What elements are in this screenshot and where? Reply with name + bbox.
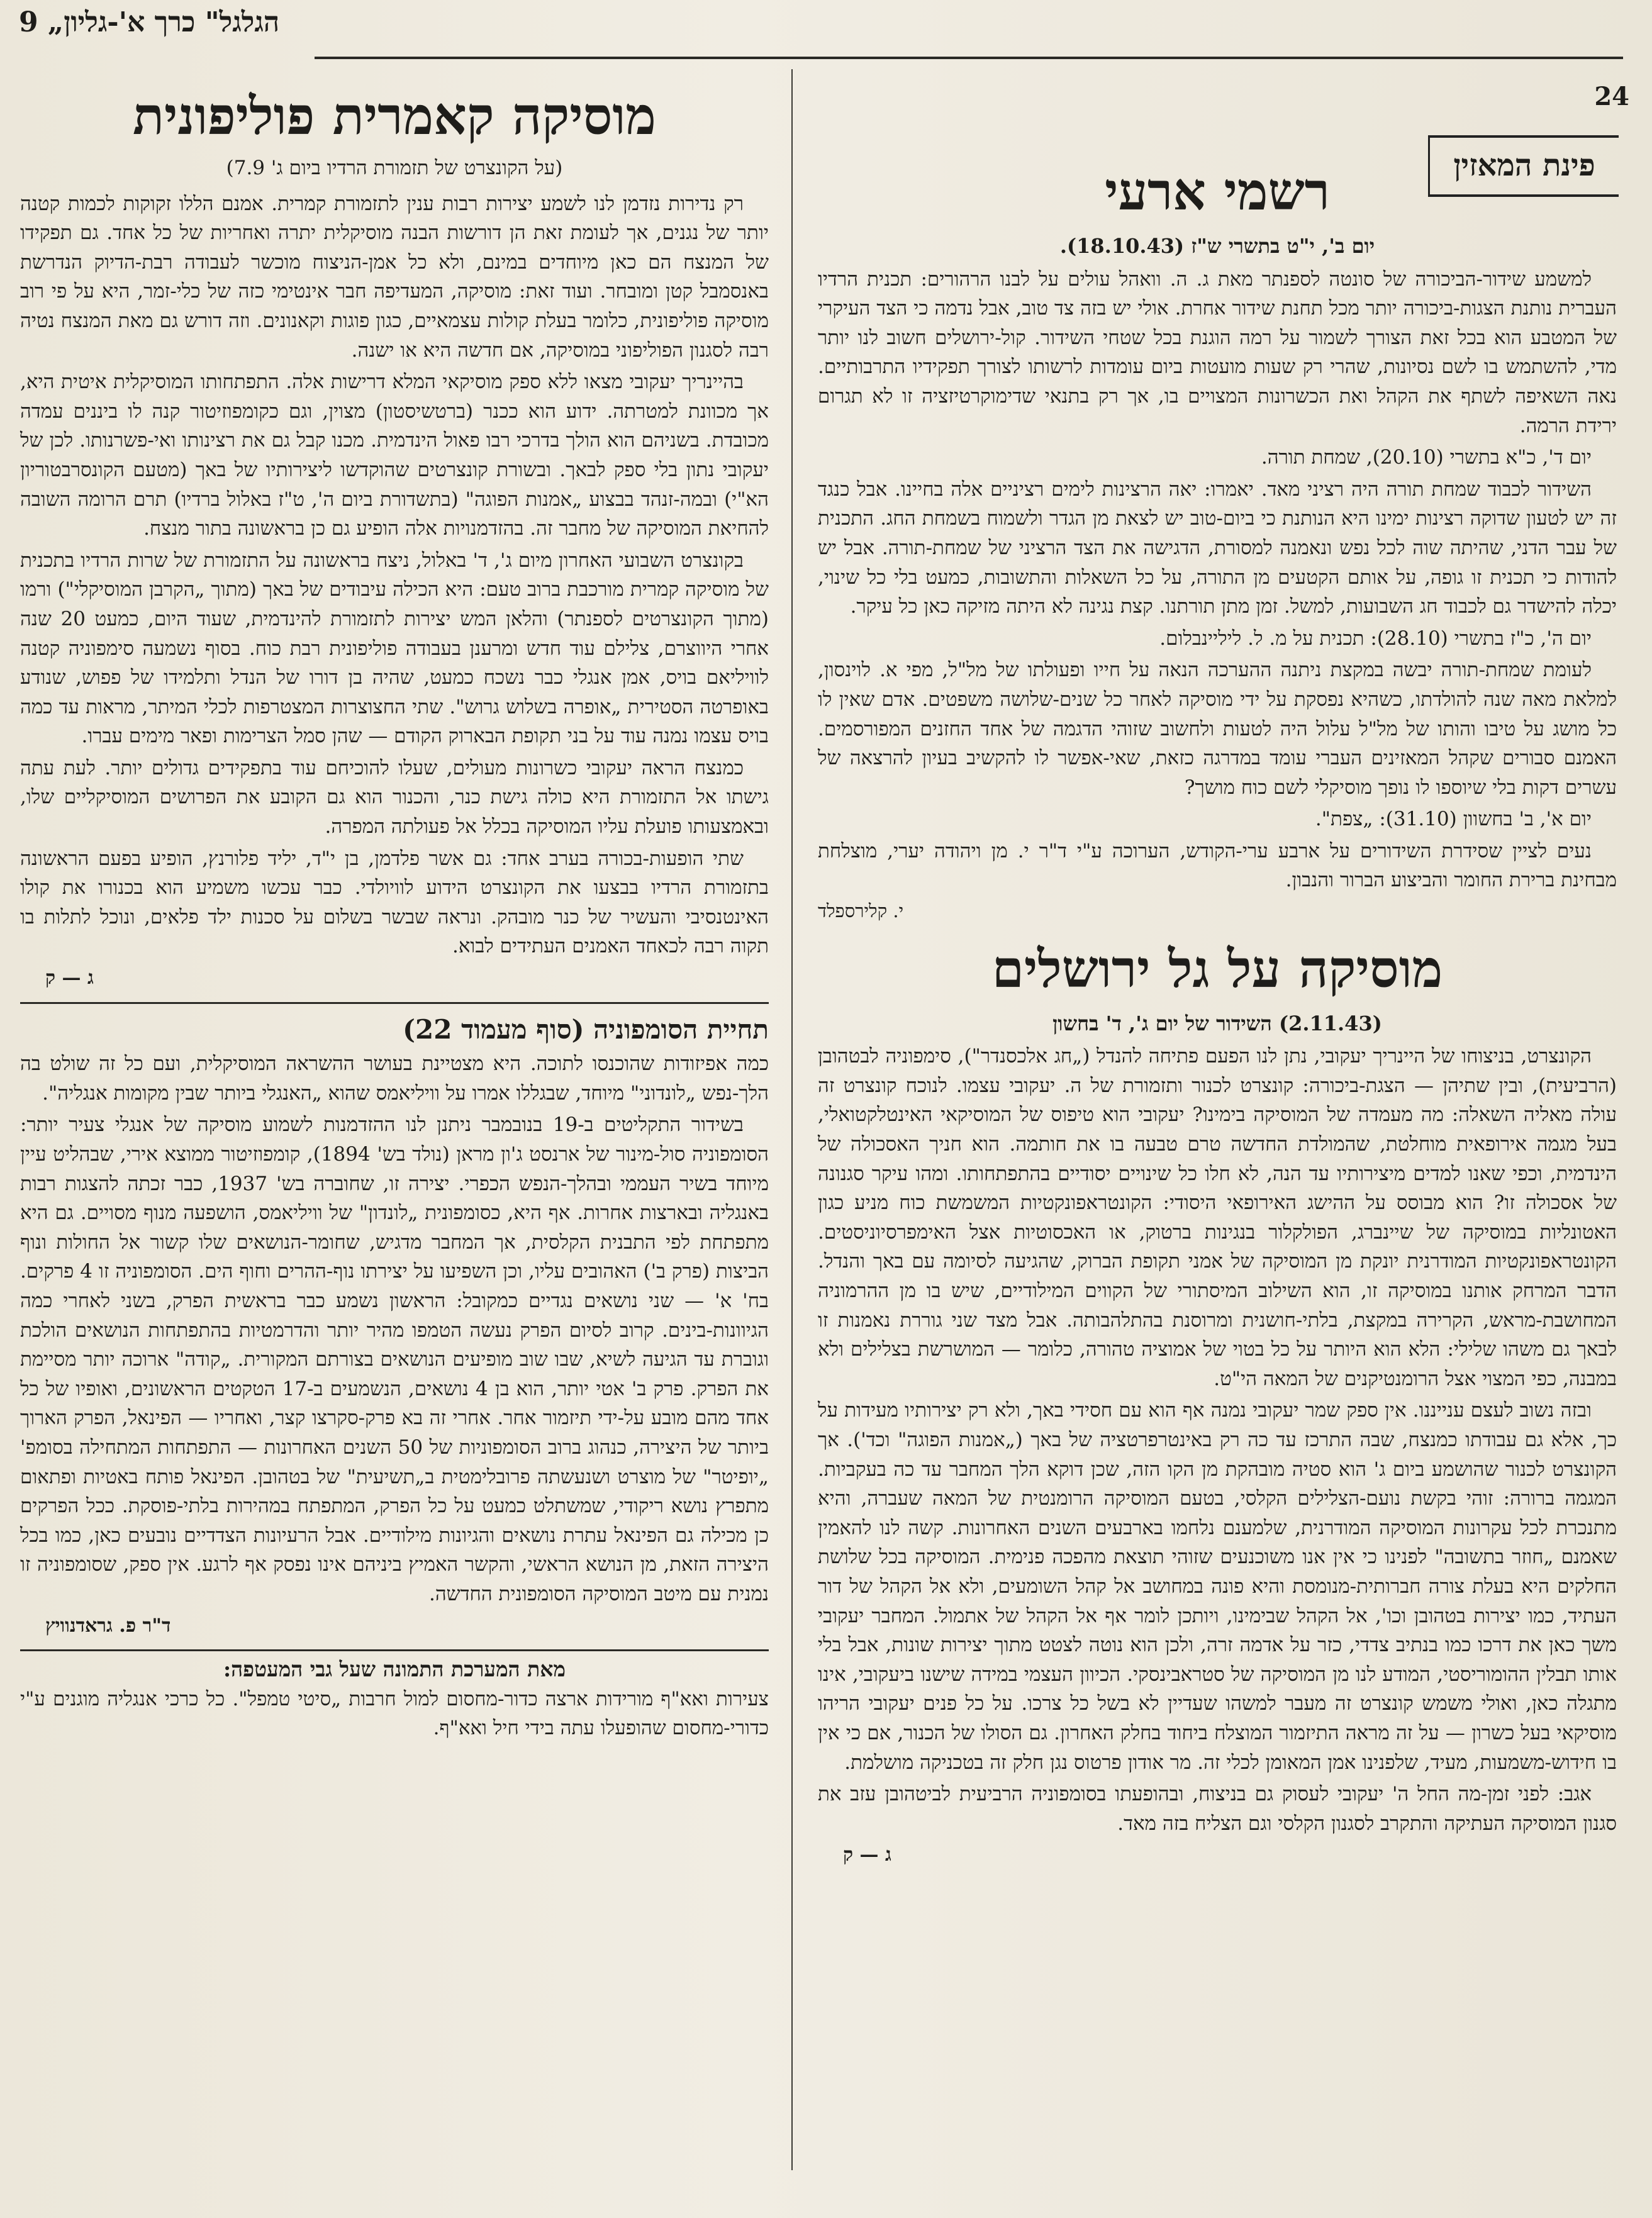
left-article-signature-row bbox=[20, 964, 769, 993]
right-article2-dateline: (2.11.43) השידור של יום ג', ד' בחשון bbox=[1052, 1011, 1382, 1035]
continuation-signature: ד"ר פ. גראדנוויץ bbox=[45, 1614, 171, 1637]
left-paragraph: רק נדירות נזדמן לנו לשמע יצירות רבות ענין לתזמורת קמרית. אמנם הללו זקוקות לכמות קטנה יותר של נגנים, אך לעומת זאת הן דורשות הבנה מוסיקלית יתרה ואחריות של כל אחד. גם תפקידו של המנצח הם כאן מיוחדים במינם, ולא כל אמן-הניצוח מוכשר לעבודה רבת-הדיוק הנדרשת באנסמבל קטן ומובחר. ועוד זאת: מוסיקה, המעדיפה חבר אינטימי כזה של כלי-זמר, היא על פי רוב מוסיקה פוליפונית, כלומר בעלת קולות עצמאיים, כגון פוגות וקאנונים. וזה דורש גם מאת המנצח נטיה רבה לסגנון הפוליפוני במוסיקה, אם חדשה היא או ישנה. bbox=[20, 192, 769, 362]
right-article-dateline: יום ב', י"ט בתשרי ש"ז (18.10.43). bbox=[1059, 234, 1375, 258]
left-article-signature: ג — ק bbox=[45, 967, 94, 989]
continuation-paragraph: בשידור התקליטים ב-19 בנובמבר ניתנן לנו ההזדמנות לשמוע מוסיקה של אנגלי צעיר יותר: הסומפוניה סול-מינור של ארנסט ג'ון מראן (נולד בש' 1894), קומפוזיטור ממוצא אירי, שבהליט עיין מיוחד בשיר העממי ובהלך-הנפש הכפרי. יצירה זו, שחוברה בש' 1937, כבר זכתה להצגות רבות באנגליה ובארצות אחרות. אף היא, כסומפונית „לונדון" של וויליאמס, הושפעה מנוף מסויים. גם היא מתפתחת לפי התבנית הקלסית, אך המחבר מדגיש, שחומר-הנושאים שלו קשור אל החולות ונוף הביצות (פרק ב') האהובים עליו, וכן השפיעו על יצירתו נוף-ההרים וחוף הים. הסומפוניה זו 4 פרקים. בח' א' — שני נושאים נגדיים כמקובל: הראשון נשמע כבר בראשית הפרק, בשני לאחרי כמה הגיוונות-בינים. קרוב לסיום הפרק נעשה הטמפו מהיר יותר והדרמטיות בהתפתחות הנושאים הולכת וגוברת עד הגיעה לשיא, שבו שוב מופיעים הנושאים בצורתם המקורית. „קודה" ארוכה יותר מסיימת את הפרק. פרק ב' אטי יותר, הוא בן 4 נושאים, הנשמעים ב-17 הטקטים הראשונים, ואופיו של כל אחד מהם מובע על-ידי תיזמור אחר. אחרי זה בא פרק-סקרצו קצר, ואחריו — הפינאל, הפרק הארוך ביותר של היצירה, כנהוג ברוב הסומפוניות של 50 השנים האחרונות — התפתחות המתחילה בסומפ' „יופיטר" של מוצרט ושנעשתה פרובלימטית ב„תשיעית" של בטהובן. הפינאל פותח באטיות ופתאום מתפרץ נושא ריקודי, שמשתלט כמעט על כל הפרק, המתפתח במהירות בלתי-פוסקת. ככל הפרקים כן מכילה גם הפינאל עתרת נושאים והגיונות מילודיים. אבל הרעיונות הצדדיים נובעים כאן, כמו בכל היצירה הזאת, מן הנושא הראשי, והקשר האמיץ ביניהם אינו נפסק אף לרגע. אין ספק, שסומפוניה זו נמנית עם מיטב המוסיקה הסומפונית החדשה. bbox=[20, 1113, 769, 1605]
masthead-rule bbox=[315, 57, 1623, 59]
right-article2-signature-row bbox=[818, 1841, 1617, 1870]
continuation-signature-row bbox=[20, 1612, 769, 1641]
left-article-title: מוסיקה קאמרית פוליפונית bbox=[132, 86, 656, 147]
editor-note-title: מאת המערכת התמונה שעל גבי המעטפה: bbox=[223, 1657, 566, 1682]
right-article2-signature: ג — ק bbox=[843, 1844, 891, 1866]
continuation-title: תחיית הסומפוניה (סוף מעמוד 22) bbox=[403, 1013, 769, 1045]
continuation-paragraph: כמה אפיזודות שהוכנסו לתוכה. היא מצטיינת בעושר ההשראה המוסיקלית, ועם כל זה שולט בה הלך-נפש „לונדוני" מיוחד, שבגללו אמרו על וויליאמס שהוא „האנגלי ביותר שבין מקומות אנגליה". bbox=[20, 1052, 769, 1105]
right-paragraph: למשמע שידור-הביכורה של סונטה לספנתר מאת ג. ה. וואהל עולים על לבנו הרהורים: תכנית הרדיו העברית נותנת הצגות-ביכורה יותר מכל תחנת שידור אחרת. אולי יש בזה צד טוב, אבל נדמה כי הצד העיקרי של המטבע הוא בכל זאת הצורך לשמור על רמה הוגנת בכל שטחי השידור. קול-ירושלים חשוב לנו יותר מדי, להשתמש בו לשם נסיונות, שהרי רק שעות מועטות ביום עומדות לרשותו לצורך תפקידיו התרבותיים. נאה השאיפה לשתף את הקהל ואת הכשרונות המצויים בו, אך רק בתנאי שדימוקרטיזציה זו לא תגרום ירידת הרמה. bbox=[818, 267, 1617, 437]
left-paragraph: שתי הופעות-בכורה בערב אחד: גם אשר פלדמן, בן י"ד, יליד פלורנץ, הופיע בפעם הראשונה בתזמורת הרדיו בבצעו את הקונצרט הידוע לוויולדי. כבר עכשו משמיע הוא בכנורו את קולו האינטנסיבי והעשיר של כנר מובהק. ונראה שבשר בשלום על סכנות ילד פלאים, ונוכל לתלות בו תקוה רבה לכאחד האמנים העתידים לבוא. bbox=[20, 847, 769, 958]
right-paragraph2: אגב: לפני זמן-מה החל ה' יעקובי לעסוק גם בניצוח, ובהופעתו בסומפוניה הרביעית לביטהובן עזב את סגנון המוסיקה העתיקה והתקרב לסגנון הקלסי וגם הצליח בזה מאד. bbox=[818, 1783, 1617, 1835]
page-number: 24 bbox=[1594, 82, 1629, 111]
left-column bbox=[20, 82, 769, 1742]
column-divider bbox=[791, 69, 793, 2170]
right-article-title: רשמי ארעי bbox=[1105, 162, 1330, 222]
right-paragraph2: ובזה נשוב לעצם ענייננו. אין ספק שמר יעקובי נמנה אף הוא עם חסידי באך, ולא רק יצירותיו מעידות על כך, אלא גם עבודתו כמנצח, שבה התרכז עד כה רק באינטרפרטציה של באך („אמנות הפוגה" וכד'). אך הקונצרט לכנור שהושמע ביום ג' הוא סטיה מובהקת מן הקו הזה, שכן דוקא הלך המחבר עד כה בעקביות. המגמה ברורה: זוהי בקשת נועם-הצלילים הקלסי, בטעם המוסיקה הרומנטית של המאה שעברה, והיא מתנכרת לכל עקרונות המוסיקה המודרנית, שלמענם נלחמו בארבעים השנים האחרונות. קשה לנו להאמין שאמנם „חוזר בתשובה" לפנינו כי אין אנו משוכנעים שזוהי תוצאת מהפכה פנימית. המוסיקה בכל שלושת החלקים היא בעלת צורה חברותית-מנומסת והיא פונה במחושב אל קהל השומעים, ולא אל הקהל של דור העתיד, כמו יצירות בטהובן וכו', אל הקהל שבימינו, ויותכן לומר אף אל הקהל של אתמול. המחבר יעקובי משך כאן את דרכו כמו בנתיב צדדי, כזר על אדמה זרה, ולכן הוא נוטה לצטט מתוך יצירות שונות, אבל בלי אותו תבלין ההומוריסטי, המודע לנו מן המוסיקה של סטראבינסקי. הכיוון העצמי במידה שישנו ביעקובי, אינו מתגלה כאן, ואולי משמש קונצרט זה מעבר למשהו שעדיין לא בשל כל צרכו. על כל פנים יעקובי הריהו מוסיקאי בעל כשרון — על זה מראה התיזמור המוצלח ביחוד בחלק האחרון. גם הסולו של הכנור, אם כי אין בו חידוש-משמעות, מעיד, שלפנינו אמן המאומן לכלי זה. מר אודון פרטוס נגן חלק זה בטכניקה מושלמת. bbox=[818, 1399, 1617, 1774]
right-paragraph: יום ה', כ"ז בתשרי (28.10): תכנית על מ. ל. ליליינבלום. bbox=[1159, 627, 1592, 650]
left-paragraph: בקונצרט השבועי האחרון מיום ג', ד' באלול, ניצח בראשונה על התזמורת של שרות הרדיו בתכנית של מוסיקה קמרית מורכבת ברוב טעם: היא הכילה עיבודים של באך (מתוך „הקרבן המוסיקלי") ורמו (מתוך הקונצרטים לספנתר) והלאן המש יצירות לתזמורת להינדמית, שעוד היום, כמעט 20 שנה אחרי היווצרם, צלילם עוד חדש ומרענן בעבודה פוליפונית רבת כוח. בסוף נשמעה סימפוניה קטנה לוויליאם בויס, אמן אנגלי כבר נשכח כמעט, שהיה בן דורו של הנדל ותלמידו של פפוש, שנודע באופרטה הסטירית „אופרה בשלוש גרוש". שתי החצוצרות המצטרפות לכלי המיתר, מראות עד כמה בויס עצמו נמנה עוד על בני תקופת הבארוק הקודם — שהן סמל הצרימות ופאר מימים עברו. bbox=[20, 549, 769, 748]
right-article-signature-row bbox=[818, 896, 1617, 926]
editor-note bbox=[20, 1649, 769, 1742]
left-paragraph: כמנצח הראה יעקובי כשרונות מעולים, שעלו להוכיחם עוד בתפקידים גדולים יותר. לעת עתה גישתו אל התזמורת היא כולה גישת כנר, והכנור הוא גם הקובע את הפרושים המוסיקליים שלו, ובאמצעותו פועלת עליו המוסיקה בכלל אל פעולתה המפרה. bbox=[20, 756, 769, 839]
right-paragraph2: הקונצרט, בניצוחו של היינריך יעקובי, נתן לנו הפעם פתיחה להנדל („חג אלכסנדר"), סימפוניה לבטהובן (הרביעית), ובין שתיהן — הצגת-ביכורה: קונצרט לכנור ותזמורת של ה. יעקובי עצמו. לנוכח קונצרט זה עולה מאליה השאלה: מה מעמדה של המוסיקה בימינו? יעקובי הוא טיפוס של המוסיקאי האינטלקטואלי, בעל מגמה אירופאית מוחלטת, שהמולדת החדשה טרם טבעה בו את חותמה. הוא חניך האסכולה של הינדמית, וכפי שאנו למדים מיצירותיו עד הנה, לא חלו כל שינויים יסודיים בהתפתחותו. ומהו עיקר סגנונה של אסכולה זו? הוא מבוסס על ההישג האירופאי היסודי: הקונטראפונקטיות המשמשת כוח מניע כגון האטונליות במוסיקה של שיינברג, הפולקלור בנגינות ברטוק, או האכסוטיות אצל האימפרסיוניסטים. הקונטראפונקטיות המודרנית יונקת מן המוסיקה של אמני תקופת הברוק, שהגיעה לסיומה עם באך והנדל. הדבר המרחק אותנו במוסיקה זו, הוא השילוב המיסתורי של הקווים המילודיים, שיש בו מן ההרמוניה המחושבת-מראש, הקרירה במקצת, בלתי-חושנית ומרוסנת בהתלהבותה. אבל מצד שני גוררת נאמנות זו לבאך גם משהו שלילי: הלא הוא היותר על כל בטוי של אמוציה טהורה, כלומר — המושרשת בצלילים ולא במבנה, כפי המצוי אצל הרומנטיקנים של המאה הי"ט. bbox=[818, 1045, 1617, 1390]
left-paragraph: בהיינריך יעקובי מצאו ללא ספק מוסיקאי המלא דרישות אלה. התפתחותו המוסיקלית איטית היא, אך מכוונת למטרתה. ידוע הוא ככנר (ברטשיסטון) מצוין, וגם כקומפוזיטור קנה לו ביננים עמדה מכובדת. בשניהם הוא הולך בדרכי רבו פאול הינדמית. מכנו קבל גם את רצינותו ואי-פשרנותו. לכן של יעקובי נתון בלי ספק לבאך. ובשורת קונצרטים שהוקדשו ליצירותיו של באך (מטעם הקונסרבטוריון הא"י) ובמה-זנהד בבצוע „אמנות הפוגה" (בתשדורת ביום ה', ט"ז באלול ברדיו) תרם הרומה השובה להחיאת המוסיקה של מחבר זה. בהזדמנויות אלה הופיע גם כן בראשונה בתור מנצח. bbox=[20, 371, 769, 540]
running-head: 9 „הגלגל" כרך א'-גליון bbox=[19, 6, 280, 38]
right-article2-title: מוסיקה על גל ירושלים bbox=[991, 939, 1443, 1000]
section-rule bbox=[20, 1002, 769, 1004]
right-paragraph: השידור לכבוד שמחת תורה היה רציני מאד. יאמרו: יאה הרצינות לימים רציניים אלה בחיינו. אבל כנגד זה יש לטעון שדוקה רצינות ימינו היא הנותנת כי ביום-טוב יש לצאת מן הגדר ולשמוח בשמחת החג. התכנית של עבר הדני, שהיתה שוה לכל נפש ונאמנה למסורת, הדגישה את הצד הרציני של שמחת-תורה. אבל יש להודות כי תכנית זו גופה, על אותם הקטעים מן התורה, על כל השאלות והתשובות, כמעט בלי כל שינוי, יכלה להישדר גם לכבוד חג השבועות, למשל. זמן מתן תורתנו. קצת נגינה לא היתה מזיקה כאן כל עיקר. bbox=[818, 477, 1617, 618]
editor-note-text: צעירות ואא"ף מורידות ארצה כדור-מחסום למול חרבות „סיטי טמפל". כל כרכי אנגליה מוגנים ע"י כדורי-מחסום שהופעלו עתה בידי חיל ואא"ף. bbox=[20, 1687, 769, 1739]
right-paragraph: לעומת שמחת-תורה יבשה במקצת ניתנה ההערכה הנאה על חייו ופעולתו של מל"ל, מפי א. לוינסון, למלאת מאה שנה להולדתו, כשהיא נפסקת על ידי מוסיקה לאחר כל שנים-שלושה משפטים. אדם שאין לו כל מושג על טיבו והותו של מל"ל עלול היה לטעות ולחשוב שזוהי הדגמה של אחד החזנים המפורסמים. האמנם סבורים שקהל המאזינים העברי עומד במדרגה כזאת, שאי-אפשר לו להקשיב בעיון להרצאה של עשרים דקות בלי שיוספו לו נופך מוסיקלי לשם כוח מושך? bbox=[818, 659, 1617, 799]
right-paragraph: יום ד', כ"א בתשרי (20.10), שמחת תורה. bbox=[1261, 446, 1592, 469]
right-column bbox=[818, 157, 1617, 1870]
left-article-subtitle: (על הקונצרט של תזמורת הרדיו ביום ג' 7.9) bbox=[226, 157, 563, 179]
right-article-signature: י. קלירספלד bbox=[818, 900, 904, 922]
section-label: פינת המאזין bbox=[1453, 148, 1595, 183]
right-paragraph: יום א', ב' בחשוון (31.10): „צפת". bbox=[1315, 808, 1592, 831]
right-paragraph: נעים לציין שסידרת השידורים על ארבע ערי-הקודש, הערוכה ע"י ד"ר י. מן ויהודה יערי, מוצלחת מבחינת ברירת החומר והביצוע הברור והנבון. bbox=[818, 839, 1617, 892]
